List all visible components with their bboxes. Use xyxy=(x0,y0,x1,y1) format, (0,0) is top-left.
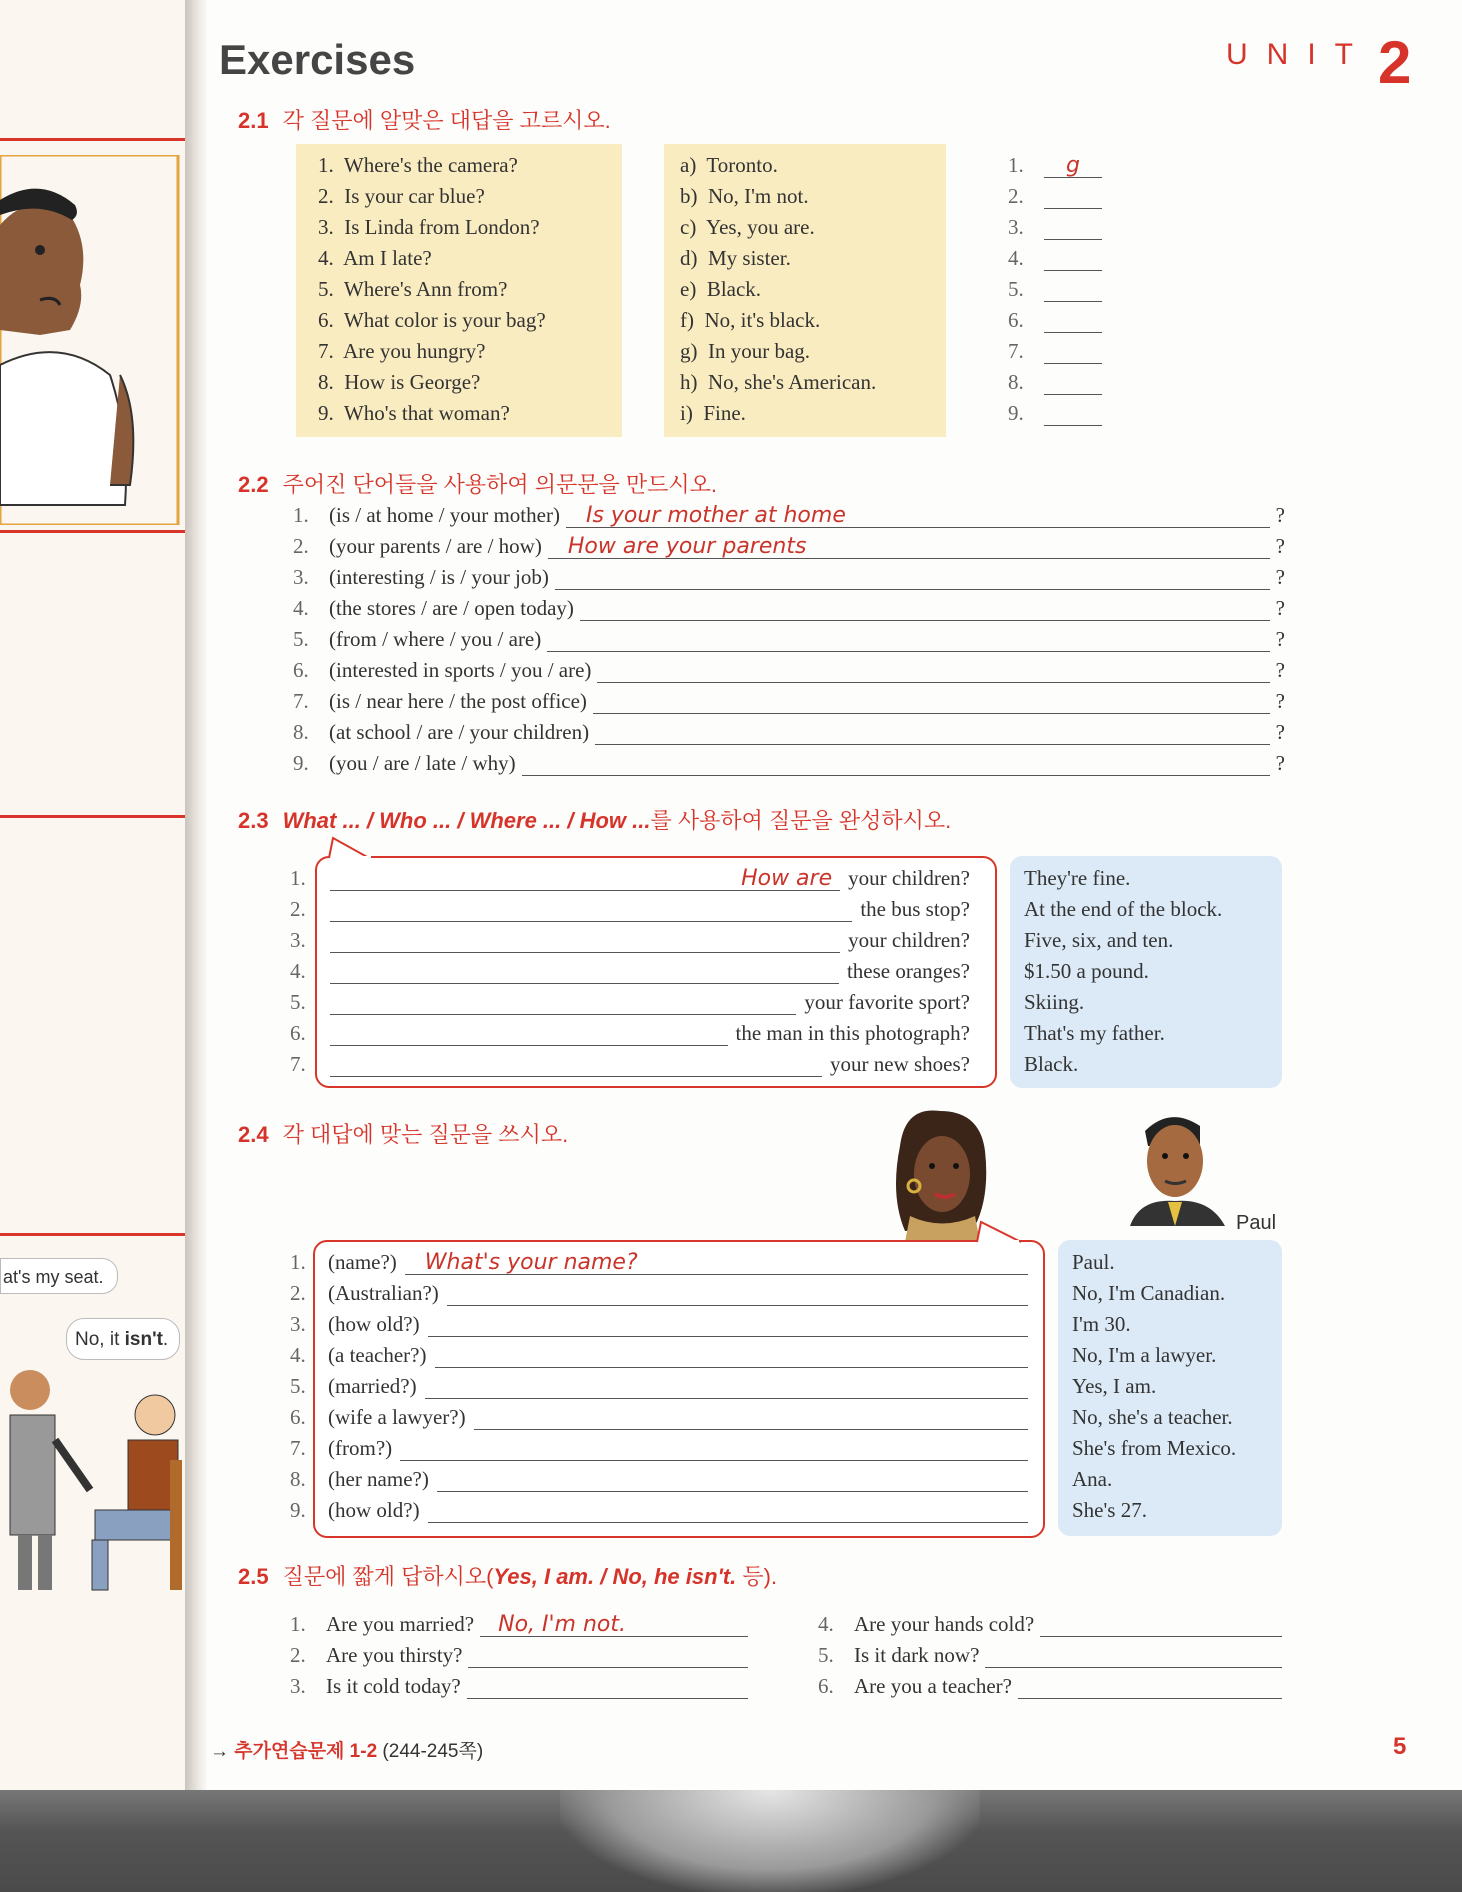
answer-line[interactable] xyxy=(405,1250,1028,1275)
answer-line[interactable] xyxy=(428,1498,1028,1523)
question-ending: your children? xyxy=(848,928,970,952)
answer-option: c) Yes, you are. xyxy=(680,215,815,239)
answer-line[interactable] xyxy=(548,534,1270,559)
complete-question-row xyxy=(330,928,970,953)
question-mark: ? xyxy=(1275,596,1285,620)
question-formation-row xyxy=(293,534,1285,559)
question-item: 1. Where's the camera? xyxy=(318,153,518,177)
answer-key-row xyxy=(1008,153,1102,178)
item-number: 7. xyxy=(290,1436,306,1460)
question-formation-row xyxy=(293,565,1285,590)
word-prompt: (her name?) xyxy=(328,1467,429,1491)
word-prompt: (from / where / you / are) xyxy=(329,627,542,651)
answer-line[interactable] xyxy=(480,1612,748,1637)
speech-text: . xyxy=(162,1329,169,1350)
footer-pages: (244-245쪽) xyxy=(377,1741,484,1762)
speech-text-bold: isn't xyxy=(124,1329,163,1350)
section-number: 2.1 xyxy=(238,108,269,133)
unit-label: UNIT xyxy=(1226,38,1372,71)
write-question-row xyxy=(328,1281,1028,1306)
handwritten-answer: How are your parents xyxy=(567,534,807,559)
item-number: 5. xyxy=(290,990,306,1014)
item-number: 3. xyxy=(290,1312,306,1336)
section-instruction-keywords: Yes, I am. / No, he isn't. xyxy=(493,1564,737,1589)
item-number: 9. xyxy=(1008,401,1024,425)
answer-key-row xyxy=(1008,215,1102,240)
item-number: 2. xyxy=(1008,184,1024,208)
answer-key-row xyxy=(1008,401,1102,426)
question-ending: your favorite sport? xyxy=(804,990,970,1014)
answer-line[interactable] xyxy=(435,1343,1029,1368)
question-item: 2. Is your car blue? xyxy=(318,184,485,208)
item-number: 8. xyxy=(293,720,309,744)
question-text: Are you a teacher? xyxy=(854,1674,1012,1698)
item-number: 4. xyxy=(290,959,306,983)
section-number: 2.4 xyxy=(238,1122,269,1147)
answer-blank[interactable] xyxy=(1044,246,1102,271)
page-number: 5 xyxy=(1393,1733,1407,1760)
item-number: 3. xyxy=(290,1674,306,1698)
page-title: Exercises xyxy=(219,36,416,83)
handwritten-answer: g xyxy=(1066,153,1080,178)
complete-question-row xyxy=(330,1052,970,1077)
answer-line[interactable] xyxy=(330,897,852,922)
question-text: Are you thirsty? xyxy=(326,1643,463,1667)
reply-text: Ana. xyxy=(1072,1467,1113,1491)
answer-blank[interactable] xyxy=(1044,153,1102,178)
answer-blank[interactable] xyxy=(1044,401,1102,426)
word-prompt: (married?) xyxy=(328,1374,417,1398)
arrow-icon: → xyxy=(210,1741,235,1762)
word-prompt: (name?) xyxy=(328,1250,397,1274)
divider xyxy=(0,138,190,141)
write-question-row xyxy=(328,1405,1028,1430)
answer-line[interactable] xyxy=(474,1405,1028,1430)
item-number: 7. xyxy=(1008,339,1024,363)
answer-key-row xyxy=(1008,339,1102,364)
cartoon-people-illustration xyxy=(0,1360,190,1600)
reply-text: $1.50 a pound. xyxy=(1024,959,1149,983)
section-instruction: 등). xyxy=(736,1564,778,1589)
item-number: 3. xyxy=(293,565,309,589)
item-number: 6. xyxy=(1008,308,1024,332)
man-illustration xyxy=(1120,1106,1230,1226)
answer-blank[interactable] xyxy=(1044,184,1102,209)
reply-text: No, I'm Canadian. xyxy=(1072,1281,1226,1305)
answer-line[interactable] xyxy=(467,1674,748,1699)
item-number: 6. xyxy=(293,658,309,682)
section-number: 2.5 xyxy=(238,1564,269,1589)
handwritten-answer: How are xyxy=(741,866,833,891)
answer-option: e) Black. xyxy=(680,277,762,301)
question-item: 3. Is Linda from London? xyxy=(318,215,540,239)
reply-text: That's my father. xyxy=(1024,1021,1165,1045)
question-formation-row xyxy=(293,596,1285,621)
short-answer-row xyxy=(818,1612,1282,1637)
question-item: 5. Where's Ann from? xyxy=(318,277,508,301)
question-mark: ? xyxy=(1275,658,1285,682)
answer-line[interactable] xyxy=(580,596,1270,621)
section-heading-2-1 xyxy=(238,104,611,135)
question-mark: ? xyxy=(1275,503,1285,527)
answer-line[interactable] xyxy=(566,503,1270,528)
item-number: 5. xyxy=(1008,277,1024,301)
section-heading-2-3 xyxy=(238,804,951,835)
question-mark: ? xyxy=(1275,565,1285,589)
item-number: 1. xyxy=(1008,153,1024,177)
question-text: Is it cold today? xyxy=(326,1674,461,1698)
footer-text: 추가연습문제 1-2 xyxy=(234,1741,378,1762)
answer-line[interactable] xyxy=(330,990,796,1015)
item-number: 5. xyxy=(293,627,309,651)
answer-option: g) In your bag. xyxy=(680,339,811,363)
answer-blank[interactable] xyxy=(1044,339,1102,364)
write-question-row xyxy=(328,1312,1028,1337)
word-prompt: (is / at home / your mother) xyxy=(329,503,560,527)
complete-question-row xyxy=(330,897,970,922)
item-number: 1. xyxy=(290,866,306,890)
question-ending: your children? xyxy=(848,866,970,890)
section-instruction: 주어진 단어들을 사용하여 의문문을 만드시오. xyxy=(282,472,717,497)
answer-line[interactable] xyxy=(437,1467,1028,1492)
answer-key-row xyxy=(1008,308,1102,333)
answer-line[interactable] xyxy=(330,1021,728,1046)
question-mark: ? xyxy=(1275,627,1285,651)
answer-blank[interactable] xyxy=(1044,277,1102,302)
reply-text: She's 27. xyxy=(1072,1498,1147,1522)
answer-line[interactable] xyxy=(330,928,840,953)
word-prompt: (is / near here / the post office) xyxy=(329,689,587,713)
speech-text: at's my seat. xyxy=(3,1267,104,1287)
footer-reference xyxy=(210,1736,483,1763)
reply-text: Skiing. xyxy=(1024,990,1085,1014)
reply-text: I'm 30. xyxy=(1072,1312,1131,1336)
question-ending: your new shoes? xyxy=(830,1052,970,1076)
item-number: 9. xyxy=(293,751,309,775)
answer-key-row xyxy=(1008,184,1102,209)
word-prompt: (the stores / are / open today) xyxy=(329,596,574,620)
answer-line[interactable] xyxy=(400,1436,1028,1461)
word-prompt: (at school / are / your children) xyxy=(329,720,590,744)
word-prompt: (interesting / is / your job) xyxy=(329,565,549,589)
unit-number: 2 xyxy=(1378,29,1412,96)
item-number: 2. xyxy=(290,1643,306,1667)
question-item: 9. Who's that woman? xyxy=(318,401,510,425)
answer-line[interactable] xyxy=(1040,1612,1282,1637)
reply-text: Five, six, and ten. xyxy=(1024,928,1174,952)
question-item: 7. Are you hungry? xyxy=(318,339,486,363)
complete-question-row xyxy=(330,1021,970,1046)
question-ending: the bus stop? xyxy=(860,897,970,921)
reply-text: No, she's a teacher. xyxy=(1072,1405,1233,1429)
item-number: 3. xyxy=(290,928,306,952)
reply-text: She's from Mexico. xyxy=(1072,1436,1237,1460)
question-ending: these oranges? xyxy=(846,959,970,983)
question-mark: ? xyxy=(1275,534,1285,558)
item-number: 1. xyxy=(293,503,309,527)
short-answer-row xyxy=(818,1674,1282,1699)
item-number: 5. xyxy=(818,1643,834,1667)
answer-blank[interactable] xyxy=(1044,370,1102,395)
cartoon-man-illustration xyxy=(0,155,180,525)
question-formation-row xyxy=(293,689,1285,714)
write-question-row xyxy=(328,1467,1028,1492)
question-text: Are your hands cold? xyxy=(854,1612,1035,1636)
reply-text: Yes, I am. xyxy=(1072,1374,1157,1398)
answer-key-row xyxy=(1008,370,1102,395)
question-ending: the man in this photograph? xyxy=(735,1021,970,1045)
item-number: 2. xyxy=(290,1281,306,1305)
handwritten-answer: No, I'm not. xyxy=(498,1612,626,1637)
section-number: 2.3 xyxy=(238,808,269,833)
scan-shadow xyxy=(0,1790,1462,1892)
item-number: 4. xyxy=(290,1343,306,1367)
item-number: 6. xyxy=(290,1021,306,1045)
short-answer-row xyxy=(290,1674,748,1699)
answer-line[interactable] xyxy=(330,866,840,891)
question-formation-row xyxy=(293,503,1285,528)
paul-label: Paul xyxy=(1236,1212,1277,1234)
question-text: Is it dark now? xyxy=(854,1643,980,1667)
answer-line[interactable] xyxy=(555,565,1270,590)
item-number: 9. xyxy=(290,1498,306,1522)
speech-bubble-left xyxy=(0,1258,118,1294)
write-question-row xyxy=(328,1498,1028,1523)
answer-option: f) No, it's black. xyxy=(680,308,821,332)
question-mark: ? xyxy=(1275,751,1285,775)
word-prompt: (interested in sports / you / are) xyxy=(329,658,592,682)
write-question-row xyxy=(328,1374,1028,1399)
item-number: 8. xyxy=(290,1467,306,1491)
word-prompt: (you / are / late / why) xyxy=(329,751,516,775)
answer-line[interactable] xyxy=(425,1374,1028,1399)
section-instruction: 를 사용하여 질문을 완성하시오. xyxy=(650,808,952,833)
complete-question-row xyxy=(330,959,970,984)
handwritten-answer: Is your mother at home xyxy=(585,503,846,528)
answer-blank[interactable] xyxy=(1044,215,1102,240)
reply-text: Paul. xyxy=(1072,1250,1115,1274)
item-number: 4. xyxy=(818,1612,834,1636)
section-number: 2.2 xyxy=(238,472,269,497)
answer-key-row xyxy=(1008,277,1102,302)
divider xyxy=(0,1233,190,1236)
answer-option: b) No, I'm not. xyxy=(680,184,809,208)
item-number: 8. xyxy=(1008,370,1024,394)
answer-line[interactable] xyxy=(1018,1674,1282,1699)
answer-key-row xyxy=(1008,246,1102,271)
question-formation-row xyxy=(293,658,1285,683)
word-prompt: (from?) xyxy=(328,1436,393,1460)
complete-question-row xyxy=(330,990,970,1015)
question-mark: ? xyxy=(1275,720,1285,744)
speech-bubble-left xyxy=(66,1318,180,1360)
question-item: 4. Am I late? xyxy=(318,246,432,270)
answer-line[interactable] xyxy=(428,1312,1028,1337)
answer-line[interactable] xyxy=(468,1643,748,1668)
answer-option: i) Fine. xyxy=(680,401,746,425)
speech-text: No, it xyxy=(75,1329,125,1350)
item-number: 3. xyxy=(1008,215,1024,239)
write-question-row xyxy=(328,1343,1028,1368)
answer-blank[interactable] xyxy=(1044,308,1102,333)
question-formation-row xyxy=(293,720,1285,745)
write-question-row xyxy=(328,1250,1028,1275)
item-number: 1. xyxy=(290,1612,306,1636)
short-answer-row xyxy=(290,1643,748,1668)
question-item: 6. What color is your bag? xyxy=(318,308,546,332)
bubble-tail xyxy=(975,1220,1035,1244)
complete-question-row xyxy=(330,866,970,891)
answer-line[interactable] xyxy=(597,658,1269,683)
word-prompt: (how old?) xyxy=(328,1498,420,1522)
answer-line[interactable] xyxy=(985,1643,1282,1668)
word-prompt: (how old?) xyxy=(328,1312,420,1336)
handwritten-answer: What's your name? xyxy=(424,1250,638,1275)
divider xyxy=(0,815,190,818)
section-heading-2-5 xyxy=(238,1560,777,1591)
reply-text: At the end of the block. xyxy=(1024,897,1223,921)
question-formation-row xyxy=(293,751,1285,776)
item-number: 2. xyxy=(290,897,306,921)
divider xyxy=(0,530,190,533)
answer-line[interactable] xyxy=(547,627,1269,652)
answer-line[interactable] xyxy=(330,1052,822,1077)
answer-option: d) My sister. xyxy=(680,246,791,270)
answer-line[interactable] xyxy=(330,959,839,984)
answer-line[interactable] xyxy=(447,1281,1028,1306)
bubble-tail xyxy=(325,836,385,860)
word-prompt: (wife a lawyer?) xyxy=(328,1405,466,1429)
answer-option: h) No, she's American. xyxy=(680,370,877,394)
word-prompt: (a teacher?) xyxy=(328,1343,427,1367)
question-text: Are you married? xyxy=(326,1612,475,1636)
answer-option: a) Toronto. xyxy=(680,153,778,177)
item-number: 7. xyxy=(290,1052,306,1076)
item-number: 4. xyxy=(1008,246,1024,270)
answer-line[interactable] xyxy=(593,689,1270,714)
item-number: 1. xyxy=(290,1250,306,1274)
page-spine xyxy=(185,0,207,1790)
section-instruction: 각 대답에 맞는 질문을 쓰시오. xyxy=(282,1122,569,1147)
section-instruction: 각 질문에 알맞은 대답을 고르시오. xyxy=(282,108,611,133)
answer-line[interactable] xyxy=(522,751,1270,776)
reply-text: No, I'm a lawyer. xyxy=(1072,1343,1217,1367)
answer-line[interactable] xyxy=(595,720,1270,745)
item-number: 5. xyxy=(290,1374,306,1398)
section-instruction-keywords: What ... / Who ... / Where ... / How ... xyxy=(282,808,651,833)
question-item: 8. How is George? xyxy=(318,370,481,394)
item-number: 7. xyxy=(293,689,309,713)
section-instruction: 질문에 짧게 답하시오( xyxy=(282,1564,494,1589)
reply-text: They're fine. xyxy=(1024,866,1131,890)
reply-text: Black. xyxy=(1024,1052,1079,1076)
section-heading-2-2 xyxy=(238,468,717,499)
word-prompt: (Australian?) xyxy=(328,1281,439,1305)
word-prompt: (your parents / are / how) xyxy=(329,534,542,558)
item-number: 6. xyxy=(290,1405,306,1429)
item-number: 4. xyxy=(293,596,309,620)
item-number: 6. xyxy=(818,1674,834,1698)
short-answer-row xyxy=(290,1612,748,1637)
short-answer-row xyxy=(818,1643,1282,1668)
item-number: 2. xyxy=(293,534,309,558)
section-heading-2-4 xyxy=(238,1118,568,1149)
question-mark: ? xyxy=(1275,689,1285,713)
write-question-row xyxy=(328,1436,1028,1461)
question-formation-row xyxy=(293,627,1285,652)
